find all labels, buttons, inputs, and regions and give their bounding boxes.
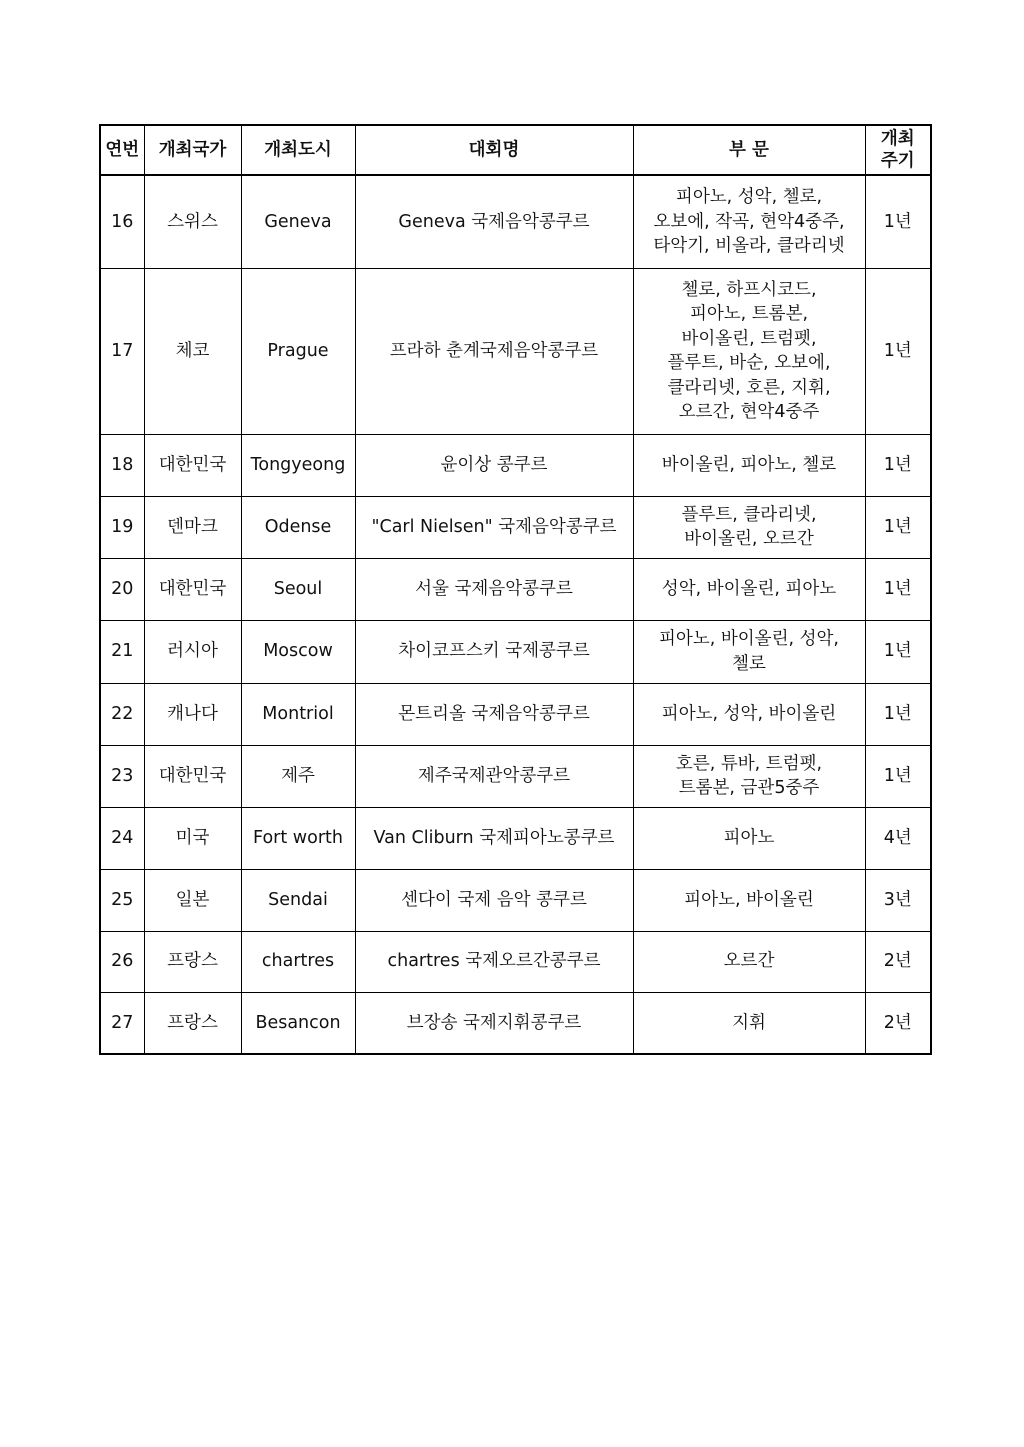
cell-city: Geneva [241, 175, 355, 268]
cell-division [633, 931, 865, 992]
table-row [100, 496, 931, 558]
table-row [100, 268, 931, 434]
cell-cycle: 1년 [865, 434, 931, 496]
division-line: 오보에, 작곡, 현악4중주, [653, 211, 845, 232]
cell-city: Moscow [241, 620, 355, 683]
division-line: 타악기, 비올라, 클라리넷 [653, 236, 845, 256]
cell-city: Odense [241, 496, 355, 558]
cell-name: 서울 국제음악콩쿠르 [355, 558, 633, 620]
header-cycle [865, 125, 931, 175]
cell-country: 프랑스 [144, 931, 241, 992]
cell-no: 16 [100, 175, 144, 268]
cell-cycle: 1년 [865, 620, 931, 683]
cell-no: 25 [100, 869, 144, 931]
division-line: 피아노, 바이올린, 성악, [659, 629, 839, 649]
table-row [100, 745, 931, 807]
cell-country: 대한민국 [144, 434, 241, 496]
cell-cycle: 2년 [865, 992, 931, 1054]
header-cycle-line: 개최 [880, 129, 915, 149]
cell-name: 센다이 국제 음악 콩쿠르 [355, 869, 633, 931]
cell-division [633, 434, 865, 496]
division-line: 바이올린, 트럼펫, [681, 328, 817, 349]
cell-name: 프라하 춘계국제음악콩쿠르 [355, 268, 633, 434]
cell-no: 24 [100, 807, 144, 869]
cell-name: "Carl Nielsen" 국제음악콩쿠르 [355, 496, 633, 558]
division-line: 호른, 튜바, 트럼펫, [675, 753, 823, 774]
cell-country: 덴마크 [144, 496, 241, 558]
cell-no: 23 [100, 745, 144, 807]
cell-division [633, 268, 865, 434]
division-line: 바이올린, 피아노, 첼로 [661, 454, 837, 475]
division-line: 플루트, 클라리넷, [681, 504, 817, 525]
cell-country: 스위스 [144, 175, 241, 268]
table-row [100, 807, 931, 869]
cell-name: 제주국제관악콩쿠르 [355, 745, 633, 807]
header-cycle-line: 주기 [880, 151, 915, 171]
cell-division [633, 558, 865, 620]
cell-country: 미국 [144, 807, 241, 869]
header-country: 개최국가 [144, 125, 241, 175]
table-row [100, 558, 931, 620]
division-line: 피아노, 성악, 바이올린 [661, 703, 837, 724]
division-line: 지휘 [732, 1012, 766, 1033]
division-line: 첼로 [732, 653, 766, 674]
header-city: 개최도시 [241, 125, 355, 175]
cell-no: 18 [100, 434, 144, 496]
cell-city: Sendai [241, 869, 355, 931]
cell-division [633, 175, 865, 268]
cell-city: Prague [241, 268, 355, 434]
division-line: 클라리넷, 호른, 지휘, [667, 377, 831, 398]
table-body [100, 175, 931, 1054]
competition-table [99, 124, 932, 1055]
cell-cycle: 4년 [865, 807, 931, 869]
table-row [100, 869, 931, 931]
division-line: 오르간, 현악4중주 [678, 402, 820, 422]
division-line: 피아노, 바이올린 [684, 889, 814, 910]
cell-country: 일본 [144, 869, 241, 931]
cell-cycle: 1년 [865, 175, 931, 268]
cell-city: Fort worth [241, 807, 355, 869]
table-row [100, 620, 931, 683]
cell-name: 몬트리올 국제음악콩쿠르 [355, 683, 633, 745]
cell-city: Seoul [241, 558, 355, 620]
cell-no: 21 [100, 620, 144, 683]
cell-division [633, 869, 865, 931]
cell-country: 캐나다 [144, 683, 241, 745]
cell-name: 차이코프스키 국제콩쿠르 [355, 620, 633, 683]
table-row [100, 683, 931, 745]
cell-city: 제주 [241, 745, 355, 807]
cell-division [633, 807, 865, 869]
header-name: 대회명 [355, 125, 633, 175]
cell-division [633, 683, 865, 745]
cell-no: 26 [100, 931, 144, 992]
cell-country: 대한민국 [144, 745, 241, 807]
cell-city: Besancon [241, 992, 355, 1054]
cell-country: 프랑스 [144, 992, 241, 1054]
header-division: 부 문 [633, 125, 865, 175]
cell-division [633, 992, 865, 1054]
cell-name: 브장송 국제지휘콩쿠르 [355, 992, 633, 1054]
cell-city: Tongyeong [241, 434, 355, 496]
cell-no: 17 [100, 268, 144, 434]
division-line: 성악, 바이올린, 피아노 [661, 578, 837, 599]
division-line: 피아노, 트롬본, [689, 304, 809, 324]
cell-name: chartres 국제오르간콩쿠르 [355, 931, 633, 992]
division-line: 오르간 [723, 951, 775, 972]
cell-cycle: 1년 [865, 745, 931, 807]
cell-cycle: 1년 [865, 683, 931, 745]
cell-city: chartres [241, 931, 355, 992]
cell-no: 20 [100, 558, 144, 620]
header-no: 연번 [100, 125, 144, 175]
cell-division [633, 496, 865, 558]
cell-name: Van Cliburn 국제피아노콩쿠르 [355, 807, 633, 869]
table-row [100, 175, 931, 268]
division-line: 첼로, 하프시코드, [681, 279, 817, 300]
cell-country: 체코 [144, 268, 241, 434]
cell-division [633, 620, 865, 683]
cell-cycle: 3년 [865, 869, 931, 931]
cell-no: 27 [100, 992, 144, 1054]
cell-name: Geneva 국제음악콩쿠르 [355, 175, 633, 268]
table-header [100, 125, 931, 175]
table-row [100, 992, 931, 1054]
division-line: 피아노 [723, 827, 775, 848]
cell-cycle: 1년 [865, 268, 931, 434]
cell-no: 22 [100, 683, 144, 745]
cell-country: 러시아 [144, 620, 241, 683]
division-line: 트롬본, 금관5중주 [678, 778, 820, 798]
table-row [100, 434, 931, 496]
cell-cycle: 1년 [865, 496, 931, 558]
division-line: 피아노, 성악, 첼로, [675, 187, 823, 207]
table-row [100, 931, 931, 992]
cell-no: 19 [100, 496, 144, 558]
cell-country: 대한민국 [144, 558, 241, 620]
division-line: 플루트, 바순, 오보에, [667, 353, 831, 373]
cell-cycle: 2년 [865, 931, 931, 992]
cell-cycle: 1년 [865, 558, 931, 620]
cell-name: 윤이상 콩쿠르 [355, 434, 633, 496]
header-row [100, 125, 931, 175]
division-line: 바이올린, 오르간 [684, 529, 814, 549]
cell-city: Montriol [241, 683, 355, 745]
cell-division [633, 745, 865, 807]
